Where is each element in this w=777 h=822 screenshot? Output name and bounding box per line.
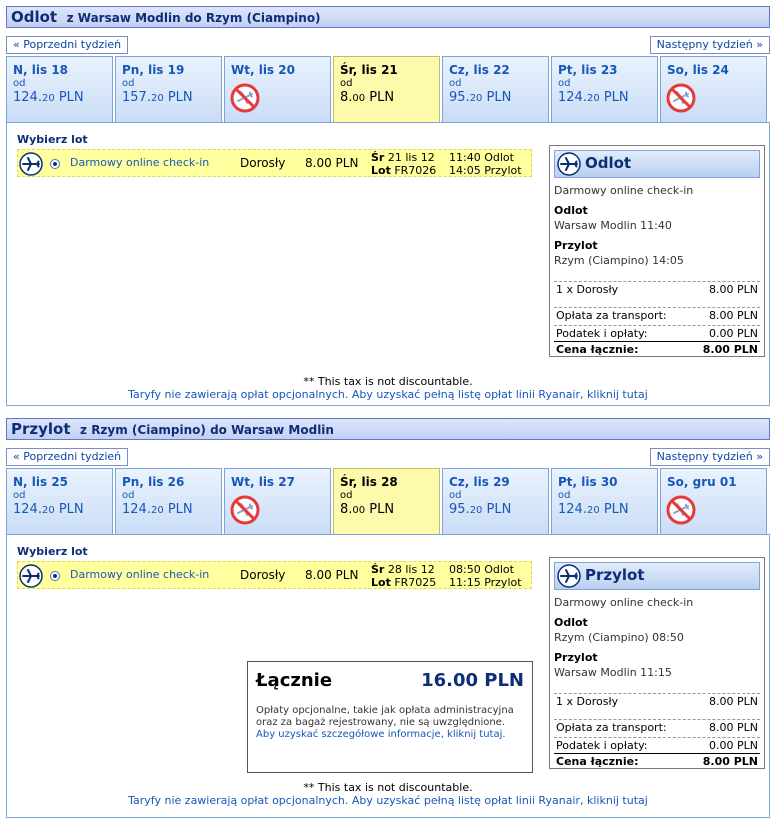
day-tab-label: Pn, lis 19 (122, 63, 185, 77)
outbound-next-week-button[interactable]: Następny tydzień » (650, 36, 770, 54)
outbound-summary-dep-value: Warsaw Modlin 11:40 (554, 219, 672, 232)
day-tab-price-main: 95. (449, 502, 470, 517)
inbound-week-nav (6, 448, 770, 468)
day-tab-currency: PLN (163, 502, 193, 517)
day-tab-price-main: 95. (449, 90, 470, 105)
inbound-flight-row[interactable] (17, 561, 532, 589)
day-tab-label: N, lis 18 (13, 63, 69, 77)
day-tab-from-label: od (558, 490, 571, 501)
outbound-prev-week-button[interactable]: « Poprzedni tydzień (6, 36, 128, 54)
no-flight-icon (230, 495, 260, 525)
day-tab-label: So, gru 01 (667, 475, 737, 489)
day-tab-price-main: 8. (340, 502, 353, 517)
inbound-summary-dep-label: Odlot (554, 616, 588, 629)
inbound-flight-number: FR7025 (394, 576, 437, 589)
day-tab-label: Wt, lis 20 (231, 63, 295, 77)
outbound-flight-number: FR7026 (394, 164, 437, 177)
day-tab-currency: PLN (163, 90, 193, 105)
day-tab[interactable] (115, 56, 222, 124)
day-tab-price-decimals: 20 (469, 505, 483, 516)
outbound-summary-total-label: Cena łącznie: (556, 343, 639, 356)
day-tab-price (558, 90, 651, 105)
day-tab-from-label: od (449, 490, 462, 501)
inbound-flight-times (449, 563, 522, 589)
day-tab[interactable] (224, 468, 331, 536)
day-tab-label: Pn, lis 26 (122, 475, 185, 489)
optional-fees-note: Opłaty opcjonalne, takie jak opłata administracyjna oraz za bagaż rejestrowany, nie są uwzględnione. (256, 705, 514, 728)
inbound-summary-title: Przylot (585, 566, 645, 584)
outbound-summary-pax-value: 8.00 PLN (709, 283, 758, 296)
day-tab-price-main: 157. (122, 90, 151, 105)
day-tab-price (449, 90, 542, 105)
inbound-arrival-time: 11:15 Przylot (449, 576, 522, 589)
outbound-flight-row[interactable] (17, 149, 532, 177)
outbound-section (6, 6, 770, 406)
outbound-summary-arr-label: Przylot (554, 239, 598, 252)
outbound-departure-time: 11:40 Odlot (449, 151, 514, 164)
day-tab-from-label: od (449, 78, 462, 89)
day-tab-label: Cz, lis 22 (449, 63, 510, 77)
day-tab[interactable] (660, 468, 767, 536)
inbound-summary-transport-row (554, 719, 760, 735)
day-tab-label: Pt, lis 30 (558, 475, 618, 489)
plane-icon (557, 564, 581, 588)
inbound-summary-arr-label: Przylot (554, 651, 598, 664)
day-tab-price-main: 124. (13, 502, 42, 517)
day-tab-price-main: 124. (13, 90, 42, 105)
day-tab-from-label: od (558, 78, 571, 89)
day-tab-label: Śr, lis 21 (340, 63, 398, 77)
outbound-week-nav (6, 36, 770, 56)
day-tab-from-label: od (13, 490, 26, 501)
outbound-summary-pax-row (554, 281, 760, 297)
day-tab-price (340, 502, 433, 517)
day-tab-from-label: od (122, 490, 135, 501)
outbound-tax-note: ** This tax is not discountable. (303, 375, 473, 388)
inbound-route: z Rzym (Ciampino) do Warsaw Modlin (80, 423, 334, 437)
day-tab-from-label: od (122, 78, 135, 89)
outbound-day-label: Śr (371, 151, 385, 164)
outbound-fare-radio[interactable] (50, 159, 60, 169)
inbound-summary-total-label: Cena łącznie: (556, 755, 639, 768)
day-tab-price (340, 90, 433, 105)
day-tab[interactable] (660, 56, 767, 124)
grand-total-value: 16.00 PLN (421, 670, 524, 691)
plane-icon (19, 564, 43, 588)
outbound-tariff-link[interactable]: Taryfy nie zawierają opłat opcjonalnych. Aby uzyskać pełną listę opłat linii Ryanair, kliknij tutaj (128, 388, 648, 401)
day-tab-currency: PLN (482, 502, 512, 517)
outbound-summary-fare: Darmowy online check-in (554, 184, 694, 197)
day-tab[interactable] (442, 56, 549, 124)
inbound-summary-header (554, 562, 760, 590)
day-tab-from-label: od (340, 490, 353, 501)
inbound-summary-pax-label: 1 x Dorosły (556, 695, 619, 708)
outbound-summary-total-value: 8.00 PLN (702, 343, 758, 356)
outbound-summary-tax-row (554, 325, 760, 341)
day-tab[interactable] (551, 468, 658, 536)
day-tab-price-main: 124. (558, 502, 587, 517)
day-tab[interactable] (224, 56, 331, 124)
outbound-flight-date: 21 lis 12 (387, 151, 435, 164)
grand-total-box (247, 661, 533, 773)
day-tab-price-decimals: 00 (352, 93, 366, 104)
inbound-fare-radio[interactable] (50, 571, 60, 581)
inbound-summary-fare: Darmowy online check-in (554, 596, 694, 609)
day-tab-price (13, 90, 106, 105)
outbound-pax-type: Dorosły (240, 156, 286, 170)
inbound-summary-tax-label: Podatek i opłaty: (556, 739, 648, 752)
day-tab[interactable] (115, 468, 222, 536)
inbound-departure-time: 08:50 Odlot (449, 563, 514, 576)
day-tab-price (13, 502, 106, 517)
inbound-summary-tax-row (554, 737, 760, 753)
inbound-next-week-button[interactable]: Następny tydzień » (650, 448, 770, 466)
plane-icon (19, 152, 43, 176)
optional-fees-link[interactable]: Aby uzyskać szczegółowe informacje, kliknij tutaj. (256, 729, 506, 740)
outbound-summary-title: Odlot (585, 154, 632, 172)
day-tab-price-decimals: 20 (150, 505, 164, 516)
plane-icon (557, 152, 581, 176)
outbound-header (6, 6, 770, 28)
outbound-summary-tax-label: Podatek i opłaty: (556, 327, 648, 340)
day-tab[interactable] (551, 56, 658, 124)
inbound-summary-transport-label: Opłata za transport: (556, 721, 667, 734)
inbound-summary (549, 557, 765, 769)
inbound-choose-label: Wybierz lot (17, 545, 88, 558)
grand-total-label: Łącznie (256, 670, 333, 691)
day-tab-currency: PLN (599, 90, 629, 105)
outbound-summary-transport-label: Opłata za transport: (556, 309, 667, 322)
outbound-summary-pax-label: 1 x Dorosły (556, 283, 619, 296)
inbound-summary-total-value: 8.00 PLN (702, 755, 758, 768)
inbound-summary-pax-row (554, 693, 760, 709)
inbound-summary-transport-value: 8.00 PLN (709, 721, 758, 734)
outbound-day-tabs (6, 56, 770, 124)
day-tab-currency: PLN (365, 90, 395, 105)
inbound-flight-date: 28 lis 12 (387, 563, 435, 576)
outbound-flight-times (449, 151, 522, 177)
inbound-summary-tax-value: 0.00 PLN (709, 739, 758, 752)
outbound-summary-transport-row (554, 307, 760, 323)
outbound-fare-price: 8.00 PLN (305, 156, 359, 170)
day-tab-price-main: 8. (340, 90, 353, 105)
outbound-summary-tax-value: 0.00 PLN (709, 327, 758, 340)
no-flight-icon (230, 83, 260, 113)
outbound-summary-header (554, 150, 760, 178)
day-tab-price-decimals: 20 (41, 505, 55, 516)
inbound-fare-name[interactable]: Darmowy online check-in (70, 568, 210, 581)
day-tab-currency: PLN (482, 90, 512, 105)
day-tab-label: N, lis 25 (13, 475, 69, 489)
day-tab-label: So, lis 24 (667, 63, 729, 77)
day-tab-label: Pt, lis 23 (558, 63, 618, 77)
outbound-fare-name[interactable]: Darmowy online check-in (70, 156, 210, 169)
day-tab-label: Wt, lis 27 (231, 475, 295, 489)
outbound-route: z Warsaw Modlin do Rzym (Ciampino) (66, 11, 321, 25)
day-tab-currency: PLN (599, 502, 629, 517)
outbound-summary-dep-label: Odlot (554, 204, 588, 217)
inbound-summary-arr-value: Warsaw Modlin 11:15 (554, 666, 672, 679)
day-tab[interactable] (6, 468, 113, 536)
day-tab-currency: PLN (54, 90, 84, 105)
day-tab-currency: PLN (54, 502, 84, 517)
day-tab-price-decimals: 20 (586, 93, 600, 104)
day-tab-price-decimals: 20 (586, 505, 600, 516)
inbound-flight-panel (6, 534, 770, 818)
day-tab-from-label: od (13, 78, 26, 89)
day-tab-label: Śr, lis 28 (340, 475, 398, 489)
day-tab-currency: PLN (365, 502, 395, 517)
inbound-day-label: Śr (371, 563, 385, 576)
outbound-summary-total-row (554, 341, 760, 357)
inbound-header (6, 418, 770, 440)
outbound-choose-label: Wybierz lot (17, 133, 88, 146)
inbound-tariff-link[interactable]: Taryfy nie zawierają opłat opcjonalnych. Aby uzyskać pełną listę opłat linii Ryanair, kliknij tutaj (128, 794, 648, 807)
grand-total-row (256, 670, 524, 691)
day-tab[interactable] (6, 56, 113, 124)
inbound-summary-total-row (554, 753, 760, 769)
no-flight-icon (666, 83, 696, 113)
day-tab-price-main: 124. (122, 502, 151, 517)
day-tab[interactable] (333, 468, 440, 536)
outbound-flight-info (371, 151, 436, 177)
inbound-day-tabs (6, 468, 770, 536)
outbound-arrival-time: 14:05 Przylot (449, 164, 522, 177)
outbound-title: Odlot (11, 8, 58, 26)
inbound-prev-week-button[interactable]: « Poprzedni tydzień (6, 448, 128, 466)
inbound-title: Przylot (11, 420, 71, 438)
day-tab-price-decimals: 20 (150, 93, 164, 104)
inbound-flight-info (371, 563, 436, 589)
no-flight-icon (666, 495, 696, 525)
outbound-summary (549, 145, 765, 357)
outbound-flight-label: Lot (371, 164, 391, 177)
inbound-section (6, 418, 770, 818)
day-tab-price-decimals: 20 (41, 93, 55, 104)
day-tab-price (558, 502, 651, 517)
outbound-summary-arr-value: Rzym (Ciampino) 14:05 (554, 254, 684, 267)
day-tab-price (122, 90, 215, 105)
inbound-flight-label: Lot (371, 576, 391, 589)
day-tab-label: Cz, lis 29 (449, 475, 510, 489)
outbound-summary-transport-value: 8.00 PLN (709, 309, 758, 322)
day-tab-price-main: 124. (558, 90, 587, 105)
inbound-tax-note: ** This tax is not discountable. (303, 781, 473, 794)
day-tab-price-decimals: 00 (352, 505, 366, 516)
inbound-pax-type: Dorosły (240, 568, 286, 582)
inbound-summary-pax-value: 8.00 PLN (709, 695, 758, 708)
day-tab-price-decimals: 20 (469, 93, 483, 104)
day-tab[interactable] (333, 56, 440, 124)
day-tab[interactable] (442, 468, 549, 536)
inbound-summary-dep-value: Rzym (Ciampino) 08:50 (554, 631, 684, 644)
day-tab-price (449, 502, 542, 517)
day-tab-price (122, 502, 215, 517)
inbound-fare-price: 8.00 PLN (305, 568, 359, 582)
day-tab-from-label: od (340, 78, 353, 89)
outbound-flight-panel (6, 122, 770, 406)
